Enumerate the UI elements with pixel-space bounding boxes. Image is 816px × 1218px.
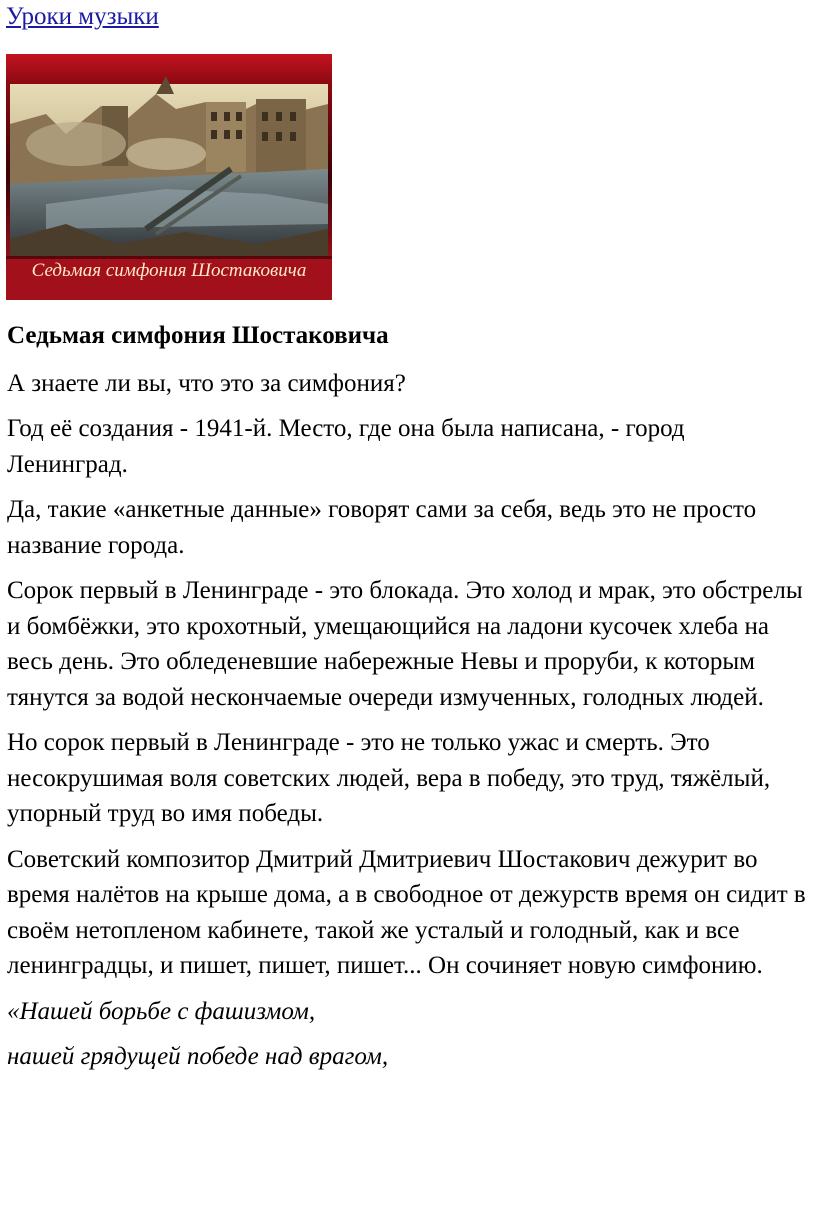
paragraph: Да, такие «анкетные данные» говорят сами за себя, ведь это не просто название города.	[7, 496, 757, 559]
paragraph: Но сорок первый в Ленинграде - это не только ужас и смерть. Это несокрушимая воля советских людей, вера в победу, это труд, тяжёлый, упорный труд во имя победы.	[7, 729, 771, 827]
paragraph: А знаете ли вы, что это за симфония?	[7, 369, 406, 397]
article-title: Седьмая симфония Шостаковича	[7, 322, 389, 349]
paragraph: Сорок первый в Ленинграде - это блокада. Это холод и мрак, это обстрелы и бомбёжки, это крохотный, умещающийся на ладони кусочек хлеба на весь день. Это обледеневшие набережные Невы и проруби, к которым тянутся за водой нескончаемые очереди измученных, голодных людей.	[7, 577, 803, 711]
banner-caption: Седьмая симфония Шостаковича	[31, 260, 307, 281]
banner-image	[6, 54, 332, 300]
article	[7, 318, 807, 1085]
quote-line: «Нашей борьбе с фашизмом,	[7, 997, 316, 1025]
paragraph: Год её создания - 1941-й. Место, где она была написана, - город Ленинград.	[7, 415, 685, 478]
paragraph: Советский композитор Дмитрий Дмитриевич Шостакович дежурит во время налётов на крыше дома, а в свободное от дежурств время он сидит в своём нетопленом кабинете, такой же усталый и голодный, как и все ленинградцы, и пишет, пишет, пишет... Он сочиняет новую симфонию.	[7, 845, 806, 979]
quote-line: нашей грядущей победе над врагом,	[7, 1043, 389, 1070]
lessons-link[interactable]: Уроки музыки	[6, 3, 159, 30]
